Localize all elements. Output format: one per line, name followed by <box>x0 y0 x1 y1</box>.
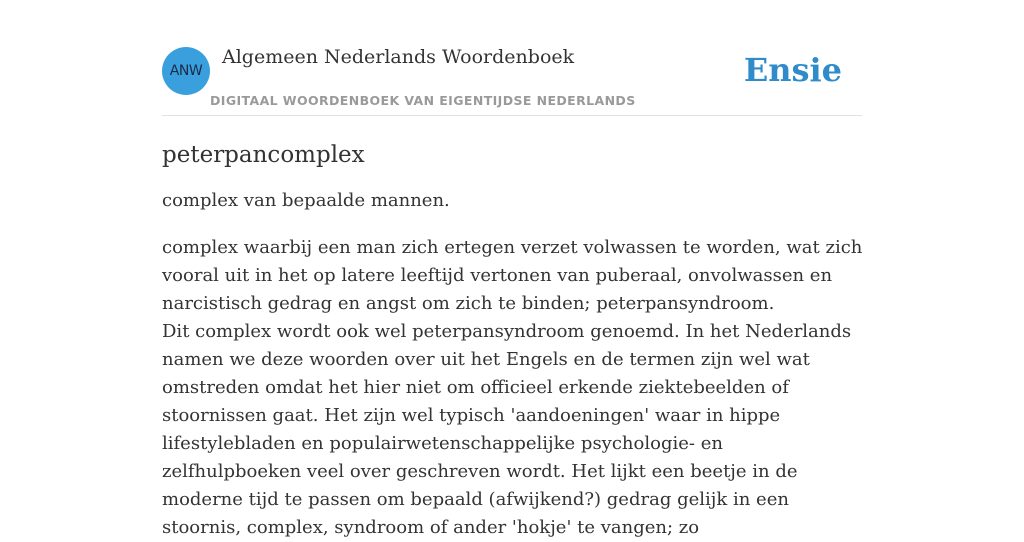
ensie-logo[interactable]: Ensie <box>743 51 842 89</box>
source-subtitle: DIGITAAL WOORDENBOEK VAN EIGENTIJDSE NEDERLANDS <box>210 93 636 108</box>
short-definition: complex van bepaalde mannen. <box>162 190 450 211</box>
source-title[interactable]: Algemeen Nederlands Woordenboek <box>222 46 575 68</box>
source-header <box>162 46 862 116</box>
headword: peterpancomplex <box>162 142 365 168</box>
usage-note: Dit complex wordt ook wel peterpansyndroom genoemd. In het Nederlands namen we deze woorden over uit het Engels en de termen zijn wel wat omstreden omdat het hier niet om officieel erkende ziektebeelden of stoornissen gaat. Het zijn wel typisch 'aandoeningen' waar in hippe lifestylebladen en populairwetenschappelijke psychologie- en zelfhulpboeken veel over geschreven wordt. Het lijkt een beetje in de moderne tijd te passen om bepaald (afwijkend?) gedrag gelijk in een stoornis, complex, syndroom of ander 'hokje' te vangen; zo <box>162 321 852 538</box>
header-divider <box>162 115 862 116</box>
long-definition: complex waarbij een man zich ertegen verzet volwassen te worden, wat zich vooral uit in het op latere leeftijd vertonen van puberaal, onvolwassen en narcistisch gedrag en angst om zich te binden; peterpansyndroom. <box>162 237 863 314</box>
anw-logo[interactable]: ANW <box>162 47 210 95</box>
entry-content <box>162 138 866 542</box>
